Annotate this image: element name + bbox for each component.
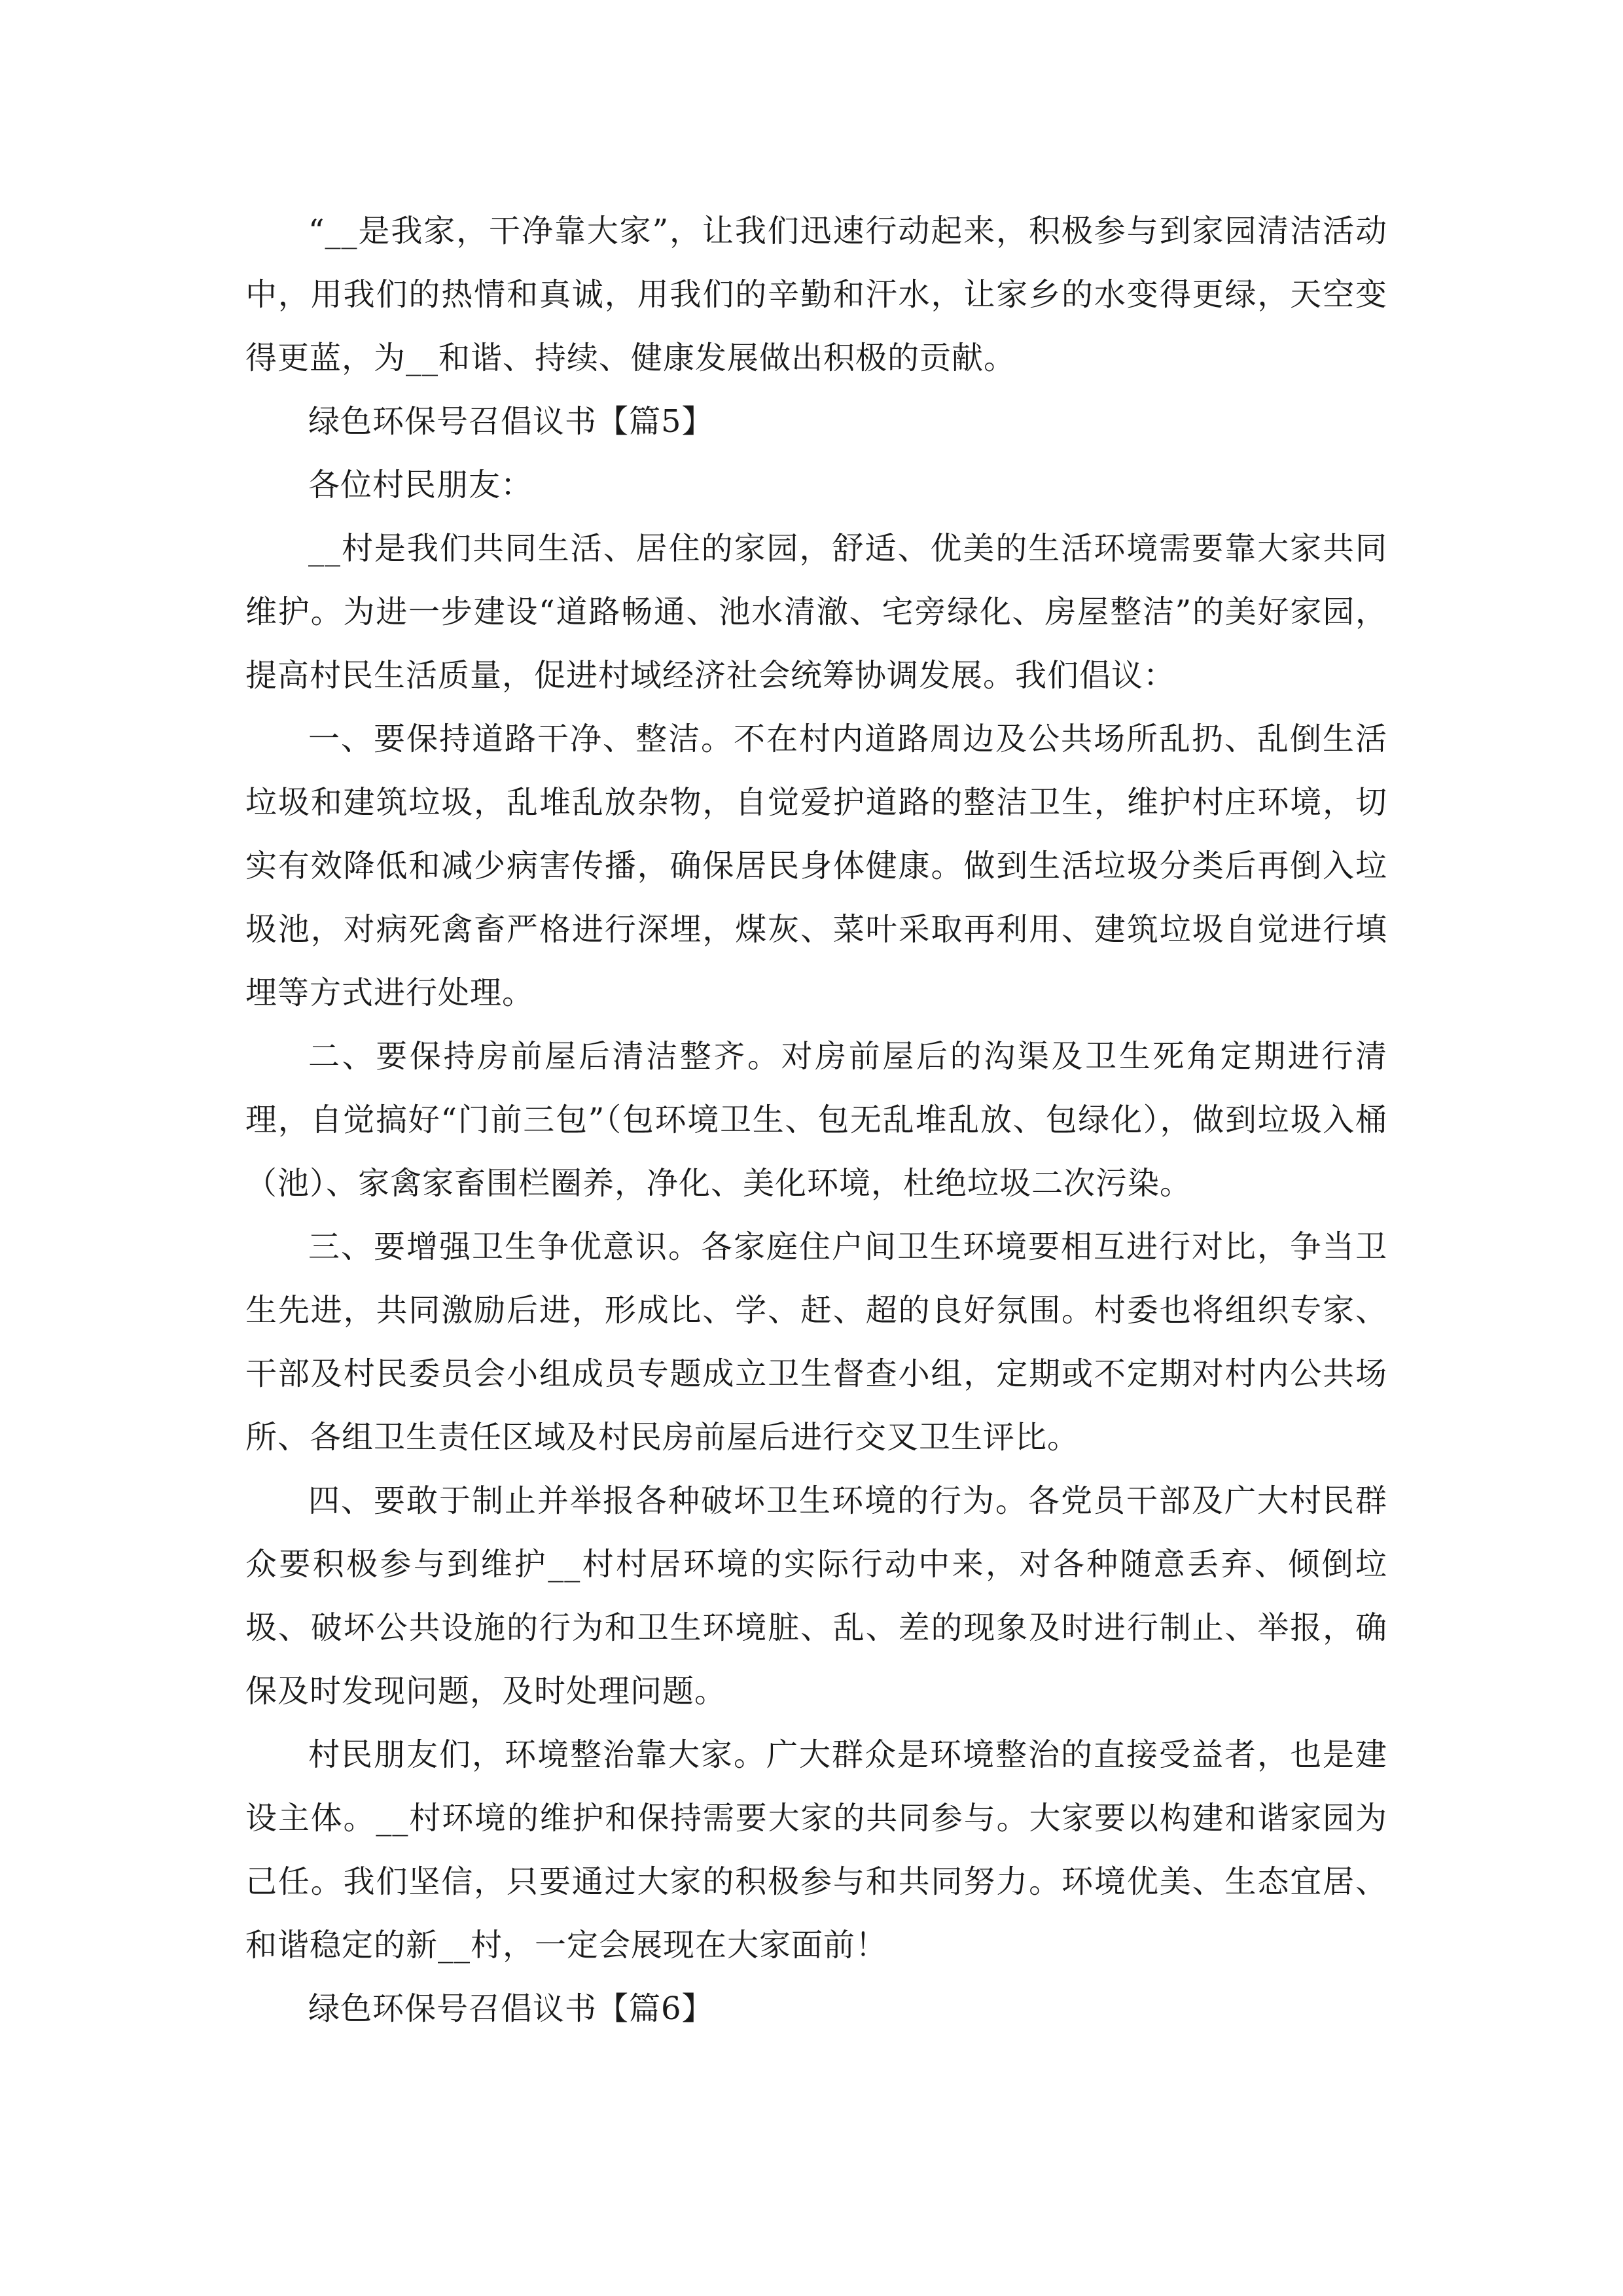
paragraph-item-4: 四、要敢于制止并举报各种破坏卫生环境的行为。各党员干部及广大村民群众要积极参与到维护__村村居环境的实际行动中来，对各种随意丢弃、倾倒垃圾、破坏公共设施的行为和卫生环境脏、乱、差的现象及时进行制止、举报，确保及时发现问题，及时处理问题。 [245, 1482, 1387, 1710]
paragraph-item-2: 二、要保持房前屋后清洁整齐。对房前屋后的沟渠及卫生死角定期进行清理，自觉搞好“门前三包”（包环境卫生、包无乱堆乱放、包绿化），做到垃圾入桶（池）、家禽家畜围栏圈养，净化、美化环境，杜绝垃圾二次污染。 [245, 1038, 1387, 1202]
paragraph-item-3: 三、要增强卫生争优意识。各家庭住户间卫生环境要相互进行对比，争当卫生先进，共同激励后进，形成比、学、赶、超的良好氛围。村委也将组织专家、干部及村民委员会小组成员专题成立卫生督查小组，定期或不定期对村内公共场所、各组卫生责任区域及村民房前屋后进行交叉卫生评比。 [245, 1229, 1387, 1456]
paragraph-conclusion: 村民朋友们，环境整治靠大家。广大群众是环境整治的直接受益者，也是建设主体。__村环境的维护和保持需要大家的共同参与。大家要以构建和谐家园为己任。我们坚信，只要通过大家的积极参与和共同努力。环境优美、生态宜居、和谐稳定的新__村，一定会展现在大家面前！ [245, 1736, 1387, 1964]
paragraph-item-1: 一、要保持道路干净、整洁。不在村内道路周边及公共场所乱扔、乱倒生活垃圾和建筑垃圾，乱堆乱放杂物，自觉爱护道路的整洁卫生，维护村庄环境，切实有效降低和减少病害传播，确保居民身体健康。做到生活垃圾分类后再倒入垃圾池，对病死禽畜严格进行深埋，煤灰、菜叶采取再利用、建筑垃圾自觉进行填埋等方式进行处理。 [245, 721, 1387, 1011]
paragraph-intro: __村是我们共同生活、居住的家园，舒适、优美的生活环境需要靠大家共同维护。为进一步建设“道路畅通、池水清澈、宅旁绿化、房屋整洁”的美好家园，提高村民生活质量，促进村域经济社会统筹协调发展。我们倡议： [245, 530, 1387, 694]
section-heading-5: 绿色环保号召倡议书【篇5】 [308, 403, 714, 440]
salutation: 各位村民朋友： [308, 467, 533, 503]
section-heading-6: 绿色环保号召倡议书【篇6】 [308, 1990, 714, 2027]
document-body [245, 200, 1387, 2041]
paragraph-closing-appeal: “__是我家，干净靠大家”，让我们迅速行动起来，积极参与到家园清洁活动中，用我们的热情和真诚，用我们的辛勤和汗水，让家乡的水变得更绿，天空变得更蓝，为__和谐、持续、健康发展做出积极的贡献。 [245, 213, 1387, 376]
